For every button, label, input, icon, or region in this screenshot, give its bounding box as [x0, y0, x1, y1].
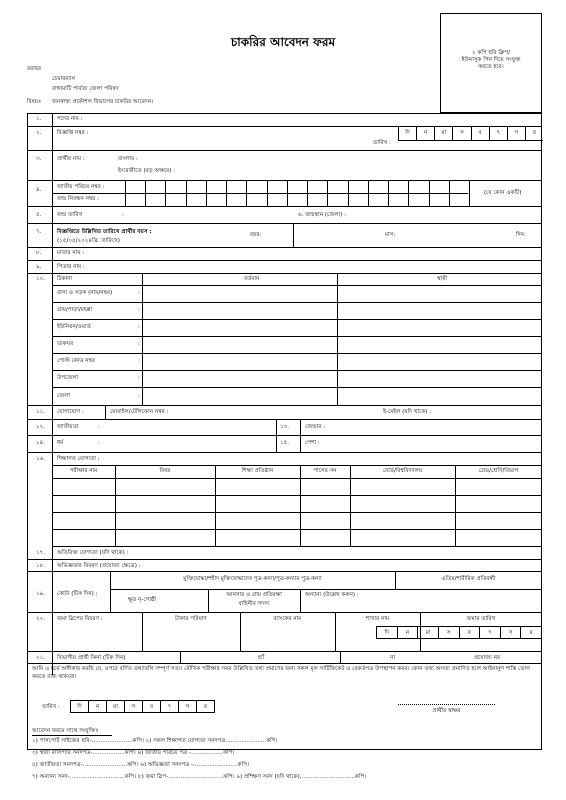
nid-cells[interactable] [125, 180, 470, 206]
date-cell: মা [417, 627, 438, 638]
name-english-field[interactable] [215, 165, 540, 177]
departmental-na[interactable]: প্রযোজ্য নয় [474, 655, 501, 661]
age-month-label: মাস: [385, 232, 396, 238]
row9-num: ৯. [36, 264, 42, 270]
quota-ansar-line1[interactable]: আনসার ও গ্রাম প্রতিরক্ষা [226, 592, 282, 598]
row18-num: ১৮. [36, 563, 46, 569]
row1-num: ১. [36, 116, 42, 122]
attachment-line-3: ৫) জাতীয়তা সনদপত্র-.........................কপি। ৬) অভিজ্ঞতা সনদপত্র -.........................কপি। [32, 762, 249, 768]
mother-name-field[interactable] [100, 248, 540, 259]
edu-header-grade: গ্রেড/শ্রেণি/বিভাগ [478, 468, 519, 474]
post-name-field[interactable] [100, 114, 540, 125]
deposit-amount-header: টাকার পরিমাণ [175, 616, 207, 622]
address-post-code: পোস্ট কোড নম্বর [57, 358, 95, 364]
gender-label: জেন্ডার : [305, 424, 326, 430]
date-cell: মা [434, 127, 452, 140]
row16-num: ১৬. [36, 456, 46, 462]
address-union: ইউনিয়ন/ওয়ার্ড [57, 324, 91, 330]
experience-field[interactable] [190, 560, 540, 570]
quota-ethnic[interactable]: ক্ষুদ্র নৃ-গোষ্ঠী [128, 597, 157, 603]
address-village: গ্রাম/পাড়া/মহল্লা [57, 307, 93, 313]
date-cell: দি [77, 704, 82, 710]
date-cell: স [178, 701, 196, 712]
photo-box [440, 13, 542, 113]
extra-qualification-field[interactable] [160, 548, 540, 558]
date-cell: ৎ [489, 127, 507, 140]
attachment-line-4: ৭) অন্যান্য সনদ-...............................কপি। ৮) জমা স্লিপ-...............................কপি। ৯) প্রশিক্ষণ সনদ (যদি থাকে)...............................কপি। [32, 774, 367, 780]
row11-num: ১১. [36, 409, 46, 415]
quota-label: কোটা (টিক দিন) : [57, 591, 98, 597]
extra-qualification-label: অতিরিক্ত যোগ্যতা (যদি থাকে) : [57, 550, 129, 556]
date-cell: স [452, 127, 470, 140]
declaration-text: আমি এ মর্মে অঙ্গীকার করছি যে, ওপরে বর্ণিত তথ্যাবলি সম্পূর্ণ সত্য। মৌখিক পরীক্ষার সময় উল্লিখিত তথ্য প্রমাণের জন্য সকল মূল সার্টিফিকেট ও রেকর্ডপত্র উপস্থাপন করব। কোন তথ্য অসত্য প্রমাণিত হলে আইনানুগ শাস্তি ভোগ করতে বাধ্য থাকবো। [32, 666, 530, 680]
age-day-label: দিন: [516, 232, 526, 238]
photo-line-2: ইউনাসুক পিন দিয়ে সংযুক্ত [461, 57, 521, 63]
form-title: চাকরির আবেদন ফরম [230, 35, 336, 49]
row14-num: ১৪. [36, 440, 46, 446]
to-line-1: চেয়ারম্যান [52, 76, 75, 82]
father-name-field[interactable] [100, 261, 540, 272]
post-name-label: পদের নাম : [57, 116, 83, 122]
education-entries[interactable] [53, 479, 541, 546]
deposit-slip-label: জমা স্লিপের বিবরণ : [57, 616, 103, 622]
edu-header-exam: পরীক্ষার নাম [69, 468, 98, 474]
bottom-date-label: তারিখ : [42, 704, 60, 710]
date-cell: ব [471, 127, 489, 140]
bottom-date-cells[interactable] [70, 700, 215, 713]
date-cell: ন [88, 701, 106, 712]
religion-label: ধর্ম [57, 440, 64, 446]
address-upazila: উপজেলা [57, 375, 79, 381]
dob-field[interactable] [130, 207, 290, 222]
row15-num: ১৫. [280, 440, 290, 446]
quota-freedom-fighter[interactable]: মুক্তিযোদ্ধা/শহীদ মুক্তিযোদ্ধাদের পুত্র-কন্যা/পুত্র-কন্যার পুত্র-কন্যা [183, 576, 322, 582]
date-cell: স [500, 627, 521, 638]
date-cell: র [196, 701, 214, 712]
occupation-label: পেশা : [305, 440, 320, 446]
mobile-field[interactable] [200, 406, 375, 418]
deposit-branch-header: শাখার নাম [365, 616, 390, 622]
row5-num: ৫. [36, 212, 42, 218]
date-cell: স [124, 701, 142, 712]
ad-number-label: বিজ্ঞপ্তি নম্বর : [57, 130, 89, 136]
quota-other[interactable]: অন্যান্য (উল্লেখ করুন) : [305, 592, 359, 598]
occupation-field[interactable] [345, 436, 540, 451]
date-cell: র [525, 127, 543, 140]
to-label: বরাবর [27, 66, 42, 72]
email-label: ই-মেইল (যদি থাকে) : [383, 409, 432, 415]
any-one-note: (যে কোন একটি) [484, 190, 522, 196]
row10-num: ১০. [36, 276, 46, 282]
date-cell: দি [384, 630, 390, 636]
name-english-label: ইংরেজীতে (বড় অক্ষরে) : [118, 168, 176, 174]
quota-orphan-disabled[interactable]: এতিম/শারীরিক প্রতিবন্ধী [441, 576, 496, 582]
present-address-header: বর্তমান [244, 276, 260, 282]
deposit-date-cells[interactable] [376, 626, 542, 639]
age-year-label: বছর: [250, 232, 262, 238]
departmental-label: বিভাগীয় প্রার্থী কিনা (টিক দিন) [57, 655, 126, 661]
attachment-line-2: ৩) স্থায়ী বাসিন্দার সনদপত্র-..................কপি। ৪) জাতীয় পরিচয় পত্র -..................কপি। [32, 750, 235, 756]
edu-header-board: বোর্ড/বিশ্ববিদ্যালয় [382, 468, 423, 474]
nationality-field[interactable] [105, 420, 275, 434]
row17-num: ১৭. [36, 550, 46, 556]
email-field[interactable] [455, 406, 540, 418]
to-line-2: রাঙ্গামাটি পার্বত্য জেলা পরিষদ [52, 86, 119, 92]
applicant-name-label: প্রার্থীর নাম : [57, 156, 85, 162]
row20-num: ২০. [36, 616, 46, 622]
subject-text: জনস্বাস্থ্য প্রকৌশল বিভাগের চাকরির আবেদন। [52, 99, 154, 105]
birthplace-label: ৬. জন্মস্থান (জেলা) : [298, 212, 346, 218]
date-cell: মা [106, 701, 124, 712]
name-bangla-field[interactable] [160, 151, 540, 163]
gender-field[interactable] [345, 420, 540, 434]
present-address-field[interactable] [144, 286, 336, 404]
date-cell: ন [397, 627, 418, 638]
date-cell: স [507, 127, 525, 140]
dob-label: জন্ম তারিখ [57, 212, 83, 218]
dob-colon: : [122, 212, 124, 218]
experience-label: অভিজ্ঞতার বিবরণ (প্রযোজ্য ক্ষেত্রে) : [57, 563, 141, 569]
education-label: শিক্ষাগত যোগ্যতা : [57, 456, 100, 462]
birthplace-field[interactable] [380, 207, 540, 222]
date-cell: দি [405, 130, 410, 136]
date-cell: ৎ [160, 701, 178, 712]
permanent-address-header: স্থায়ী [437, 276, 448, 282]
row19-num: ১৯. [36, 591, 46, 597]
mother-name-label: মাতার নাম : [57, 250, 85, 256]
date-cell: ব [459, 627, 480, 638]
date-cell: র [520, 627, 541, 638]
date-cell: স [438, 627, 459, 638]
deposit-entry-field[interactable] [143, 627, 373, 650]
address-house: বাসা ও সড়ক (নাম/নম্বর) [57, 290, 113, 296]
mobile-label: মোবাইল/টেলিফোন নম্বর : [110, 409, 169, 415]
address-post-office: ডাকঘর [57, 341, 74, 347]
deposit-date-header: জমার তারিখ [466, 616, 496, 622]
birth-reg-label: জন্ম নিবন্ধন নম্বর : [57, 196, 99, 202]
row2-num: ২. [36, 130, 42, 136]
permanent-address-field[interactable] [339, 286, 541, 404]
contact-label: যোগাযোগ : [57, 409, 84, 415]
departmental-no[interactable]: না [390, 655, 395, 661]
nationality-label: জাতীয়তা [57, 424, 79, 430]
departmental-yes[interactable]: হ্যাঁ [258, 655, 265, 661]
row8-num: ৮. [36, 250, 42, 256]
attachments-heading: আবেদন ফরমে সাথে সংযুক্তিঃ [32, 728, 99, 734]
edu-header-subject: বিষয় [159, 468, 171, 474]
date-cell: ৎ [479, 627, 500, 638]
age-label: বিজ্ঞপ্তিতে উল্লিখিত তারিখে প্রার্থীর বয়স : [57, 229, 152, 235]
nid-label: জাতীয় পরিচয় নম্বর : [57, 184, 105, 190]
father-name-label: পিতার নাম : [57, 264, 85, 270]
date-cell: ব [142, 701, 160, 712]
photo-line-3: করতে হবে। [478, 64, 504, 70]
attachment-line-1: ১) পাসপোর্ট সাইজের ছবি-.......................কপি। ২) সকল শিক্ষাগত যোগ্যতা সনদপত্র.......................কপি। [32, 738, 278, 744]
address-district: জেলা [57, 393, 71, 399]
ad-date-cells[interactable] [398, 127, 543, 141]
row3-num: ৩. [36, 156, 42, 162]
row12-num: ১২. [36, 424, 46, 430]
row21-num: ২১. [36, 655, 46, 661]
signature-label: প্রার্থীর স্বাক্ষর [432, 708, 461, 714]
date-cell: ন [416, 127, 434, 140]
row4-num: ৪. [36, 187, 42, 193]
signature-field[interactable] [398, 690, 495, 704]
address-label: ঠিকানা [57, 276, 73, 282]
quota-ansar-line2: বাহিনীর সদস্য [238, 601, 270, 607]
age-note: (১৫/০৫/২০২৪খ্রি. তারিখে) [57, 238, 120, 244]
row13-num: ১৩. [280, 424, 290, 430]
subject-label: বিষয়ঃ [27, 99, 42, 105]
edu-header-institution: শিক্ষা প্রতিষ্ঠান [241, 468, 274, 474]
edu-header-year: পাসের সন [313, 468, 337, 474]
photo-line-1: ২ কপি ছবি ক্লিপ/ [471, 50, 511, 56]
ad-date-label: তারিখ : [373, 140, 391, 146]
name-bangla-label: বাংলায় : [118, 156, 138, 162]
deposit-bank-header: ব্যাংকের নাম [273, 616, 302, 622]
row7-num: ৭. [36, 229, 42, 235]
religion-field[interactable] [105, 436, 275, 451]
